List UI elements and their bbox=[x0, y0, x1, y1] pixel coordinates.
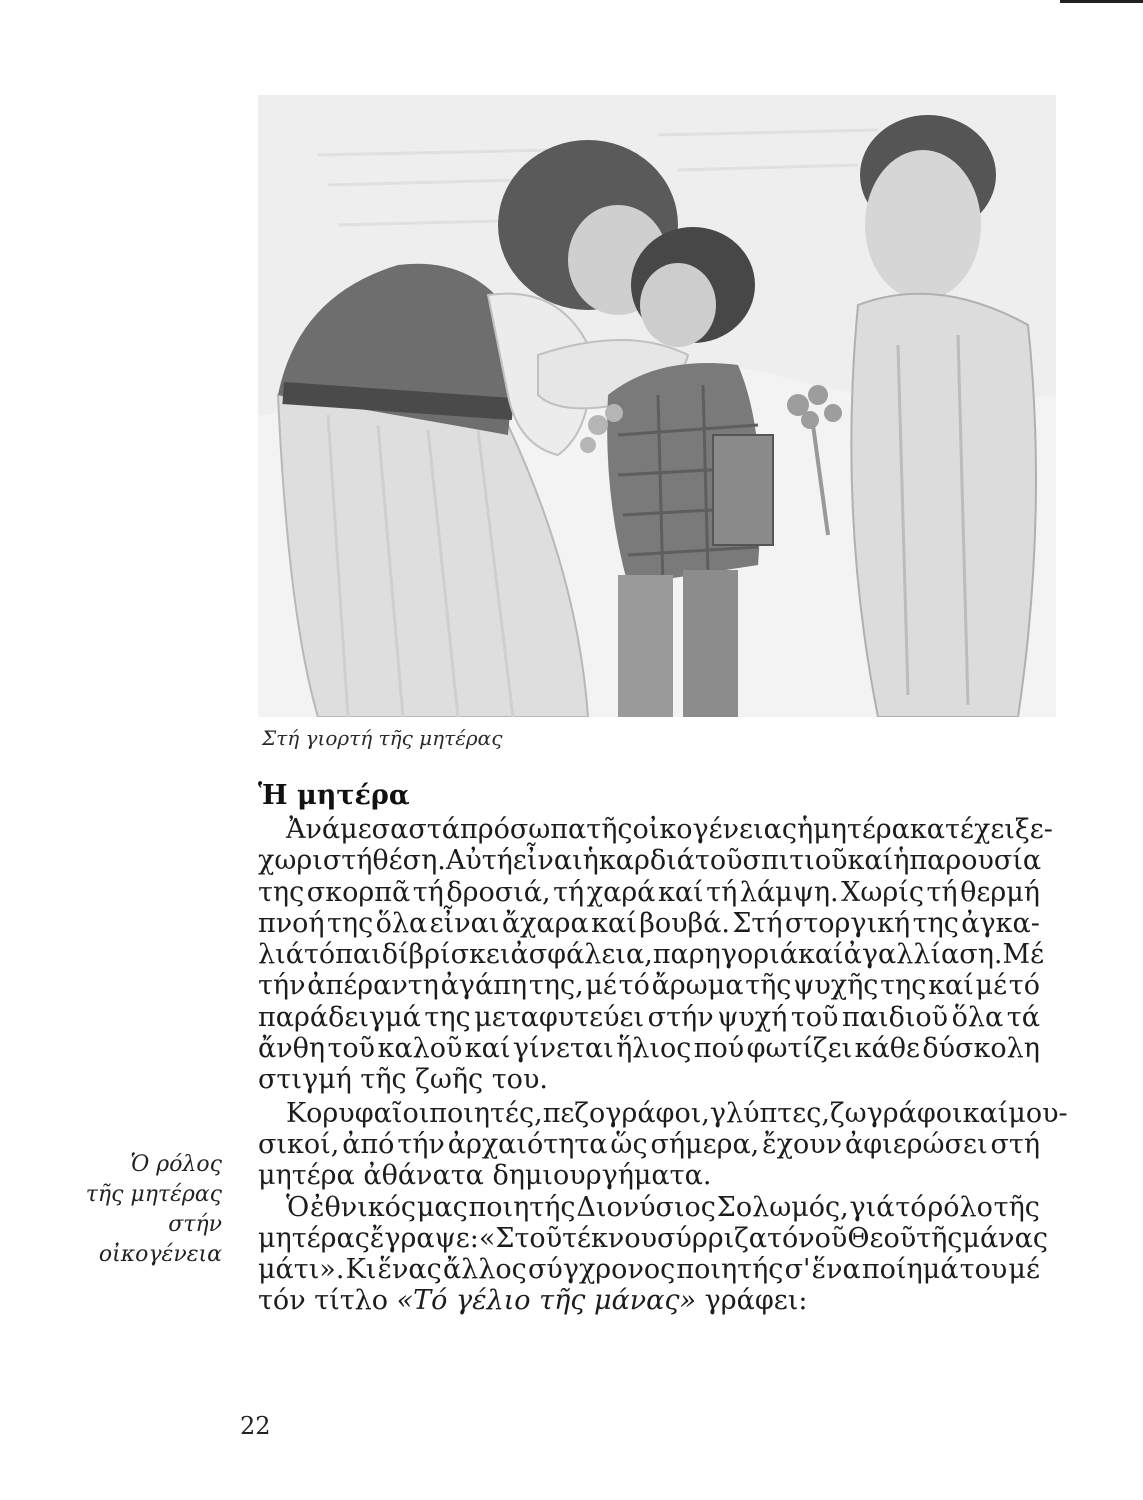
word: χωριστή bbox=[258, 845, 373, 877]
text-line bbox=[258, 1192, 1040, 1223]
word: καί bbox=[591, 907, 637, 939]
word: μητέρας bbox=[258, 1222, 370, 1254]
word: ξε- bbox=[1014, 814, 1053, 845]
word: τέκνου bbox=[562, 1222, 657, 1254]
word: ἀγάπη bbox=[440, 970, 528, 1002]
word: σικοί, bbox=[258, 1128, 340, 1160]
word: ἀφιερώσει bbox=[844, 1128, 988, 1160]
margin-note bbox=[60, 1150, 222, 1270]
word: νοῦ bbox=[798, 1222, 848, 1254]
word: τῆς bbox=[916, 1222, 963, 1254]
word: ποιητές, bbox=[429, 1097, 543, 1129]
text-line bbox=[258, 1285, 1040, 1316]
word: τῆς bbox=[586, 814, 633, 845]
word: Θεοῦ bbox=[847, 1222, 917, 1254]
text-segment: τόν τίτλο bbox=[258, 1285, 397, 1317]
word: ἀσφάλεια, bbox=[510, 939, 653, 971]
word: ποιητής bbox=[676, 1254, 784, 1286]
text-line bbox=[258, 970, 1040, 1001]
word: ψυχή bbox=[717, 1001, 788, 1033]
word: μέ bbox=[1008, 1254, 1040, 1286]
word: τό bbox=[767, 1222, 799, 1254]
word: γίνεται bbox=[512, 1033, 614, 1065]
word: τήν bbox=[258, 970, 306, 1002]
word: μέ bbox=[975, 970, 1008, 1002]
text-line bbox=[258, 1033, 1040, 1064]
word: ἕνας bbox=[377, 1254, 442, 1286]
text-segment: γράφει: bbox=[696, 1285, 808, 1317]
text-line bbox=[258, 845, 1040, 876]
word: τῆς bbox=[745, 970, 792, 1002]
word: ἀγαλλίαση. bbox=[843, 939, 1003, 971]
word: λάμψη. bbox=[739, 876, 839, 908]
word: στήν bbox=[647, 1001, 714, 1033]
word: ποιητής bbox=[468, 1191, 576, 1223]
word: τό bbox=[303, 939, 336, 971]
word: γιά bbox=[849, 1191, 895, 1223]
word: ἡ bbox=[582, 845, 599, 877]
word: τοῦ bbox=[694, 845, 743, 877]
section-heading: Ἡ μητέρα bbox=[258, 780, 410, 811]
word: καλοῦ bbox=[377, 1033, 463, 1065]
word: ἄνθη bbox=[258, 1033, 326, 1065]
word: παρηγοριά bbox=[652, 939, 798, 971]
word: γλύπτες, bbox=[709, 1097, 830, 1129]
word: Κι bbox=[345, 1254, 377, 1286]
word: «Στοῦ bbox=[478, 1222, 563, 1254]
word: ὥς bbox=[610, 1128, 648, 1160]
word: μητέρα bbox=[813, 814, 910, 845]
word: μου- bbox=[1008, 1097, 1068, 1129]
text-line: στιγμή τῆς ζωῆς του. bbox=[258, 1064, 548, 1096]
word: πεζογράφοι, bbox=[542, 1097, 710, 1129]
word: Διονύσιος bbox=[576, 1191, 716, 1223]
word: Χωρίς bbox=[841, 876, 924, 908]
word: της, bbox=[528, 970, 584, 1002]
word: πού bbox=[693, 1033, 745, 1065]
word: κάθε bbox=[854, 1033, 920, 1065]
text-line bbox=[258, 1222, 1048, 1254]
word: ἔγραψε: bbox=[369, 1222, 479, 1254]
word: κατέχει bbox=[909, 814, 1015, 845]
word: τό bbox=[618, 970, 650, 1002]
word: τό bbox=[895, 1191, 927, 1223]
word: ψυχῆς bbox=[793, 970, 879, 1002]
word: μέ bbox=[585, 970, 617, 1002]
word: τά bbox=[1006, 1001, 1040, 1033]
margin-note-line: στήν bbox=[168, 1212, 222, 1237]
margin-note-line: οἰκογένεια bbox=[98, 1242, 222, 1267]
word: λιά bbox=[258, 939, 304, 971]
text-line bbox=[258, 1097, 1068, 1129]
word: σ' bbox=[784, 1254, 811, 1286]
text-line bbox=[258, 1254, 1040, 1285]
word: μεταφυτεύει bbox=[474, 1001, 645, 1033]
word: της bbox=[424, 1001, 471, 1033]
top-edge-rule bbox=[1060, 0, 1143, 3]
word: ἀπέραντη bbox=[307, 970, 439, 1002]
word: ὅλα bbox=[375, 907, 428, 939]
word: εἶναι bbox=[429, 907, 500, 939]
margin-note-line: τῆς μητέρας bbox=[85, 1182, 222, 1207]
word: τή bbox=[412, 876, 444, 908]
word: μάτι». bbox=[258, 1254, 345, 1286]
word: Αὐτή bbox=[445, 845, 513, 877]
word: εἶναι bbox=[512, 845, 583, 877]
word: σήμερα, bbox=[650, 1128, 760, 1160]
page-number: 22 bbox=[240, 1412, 271, 1440]
word: πρόσωπα bbox=[459, 814, 587, 845]
word: φωτίζει bbox=[746, 1033, 853, 1065]
text-line bbox=[258, 908, 1040, 939]
word: της bbox=[258, 876, 305, 908]
word: Κορυφαῖοι bbox=[286, 1097, 430, 1129]
word: ἀρχαιότητα bbox=[447, 1128, 608, 1160]
word: ἀγκα- bbox=[961, 907, 1040, 939]
word: καί bbox=[464, 1033, 511, 1065]
word: ἄρωμα bbox=[651, 970, 744, 1002]
word: τοῦ bbox=[790, 1001, 839, 1033]
word: ἕνα bbox=[811, 1254, 861, 1286]
word: σπιτιοῦ bbox=[742, 845, 848, 877]
word: καί bbox=[962, 1097, 1009, 1129]
word: τή bbox=[926, 876, 958, 908]
text-line bbox=[258, 1002, 1040, 1033]
word: σύγχρονος bbox=[527, 1254, 676, 1286]
illustration-drawing bbox=[258, 95, 1056, 717]
word: τήν bbox=[397, 1128, 445, 1160]
word: δροσιά, bbox=[446, 876, 551, 908]
word: οἰκογένειας bbox=[632, 814, 797, 845]
word: θέση. bbox=[372, 845, 446, 877]
word: παράδειγμά bbox=[258, 1001, 421, 1033]
word: ὅλα bbox=[951, 1001, 1004, 1033]
word: σκορπᾶ bbox=[306, 876, 411, 908]
word: βρίσκει bbox=[408, 939, 511, 971]
word: τῆς bbox=[993, 1191, 1040, 1223]
word: ἀπό bbox=[342, 1128, 395, 1160]
word: ποίημά bbox=[861, 1254, 959, 1286]
word: καρδιά bbox=[598, 845, 695, 877]
word: δύσκολη bbox=[922, 1033, 1040, 1065]
word: μάνας bbox=[962, 1222, 1048, 1254]
word: της bbox=[326, 907, 374, 939]
word: παρουσία bbox=[909, 845, 1042, 877]
word: τοῦ bbox=[327, 1033, 376, 1065]
word: καί bbox=[847, 845, 894, 877]
word: παιδιοῦ bbox=[842, 1001, 949, 1033]
main-text bbox=[258, 814, 1068, 1317]
text-line bbox=[258, 814, 1053, 845]
word: Ὁ bbox=[286, 1191, 310, 1223]
word: μας bbox=[416, 1191, 468, 1223]
word: ἔχουν bbox=[762, 1128, 843, 1160]
word: καί bbox=[797, 939, 844, 971]
word: ἡ bbox=[796, 814, 814, 845]
text-line bbox=[258, 939, 1045, 971]
word: του bbox=[959, 1254, 1008, 1286]
word: καί bbox=[928, 970, 974, 1002]
word: ρόλο bbox=[927, 1191, 993, 1223]
word: τό bbox=[1008, 970, 1040, 1002]
word: Στή bbox=[732, 907, 783, 939]
word: καί bbox=[657, 876, 704, 908]
word: Μέ bbox=[1002, 939, 1045, 971]
poem-title: «Τό γέλιο τῆς μάνας» bbox=[396, 1285, 697, 1317]
word: παιδί bbox=[335, 939, 409, 971]
word: στή bbox=[990, 1128, 1040, 1160]
word: σύρριζα bbox=[657, 1222, 768, 1254]
illustration-caption: Στή γιορτή τῆς μητέρας bbox=[262, 726, 503, 750]
word: ἡ bbox=[893, 845, 910, 877]
word: χαρά bbox=[586, 876, 656, 908]
word: τή bbox=[706, 876, 738, 908]
word: Σολωμός, bbox=[716, 1191, 849, 1223]
word: της bbox=[880, 970, 927, 1002]
word: Ἀνάμεσα bbox=[286, 814, 409, 845]
word: ἄχαρα bbox=[501, 907, 589, 939]
word: της bbox=[912, 907, 959, 939]
word: στοργική bbox=[784, 907, 911, 939]
word: στά bbox=[408, 814, 460, 845]
text-line bbox=[258, 1129, 1040, 1160]
word: ἥλιος bbox=[616, 1033, 692, 1065]
text-line bbox=[258, 877, 1040, 908]
word: ζωγράφοι bbox=[829, 1097, 963, 1129]
word: ἄλλος bbox=[442, 1254, 527, 1286]
word: θερμή bbox=[960, 876, 1040, 908]
illustration-mother-kissing-child bbox=[258, 95, 1056, 717]
word: βουβά. bbox=[639, 907, 730, 939]
word: πνοή bbox=[258, 907, 325, 939]
word: ἐθνικός bbox=[310, 1191, 417, 1223]
word: τή bbox=[553, 876, 585, 908]
text-line: μητέρα ἀθάνατα δημιουργήματα. bbox=[258, 1160, 712, 1192]
margin-note-line: Ὁ ρόλος bbox=[130, 1152, 222, 1177]
